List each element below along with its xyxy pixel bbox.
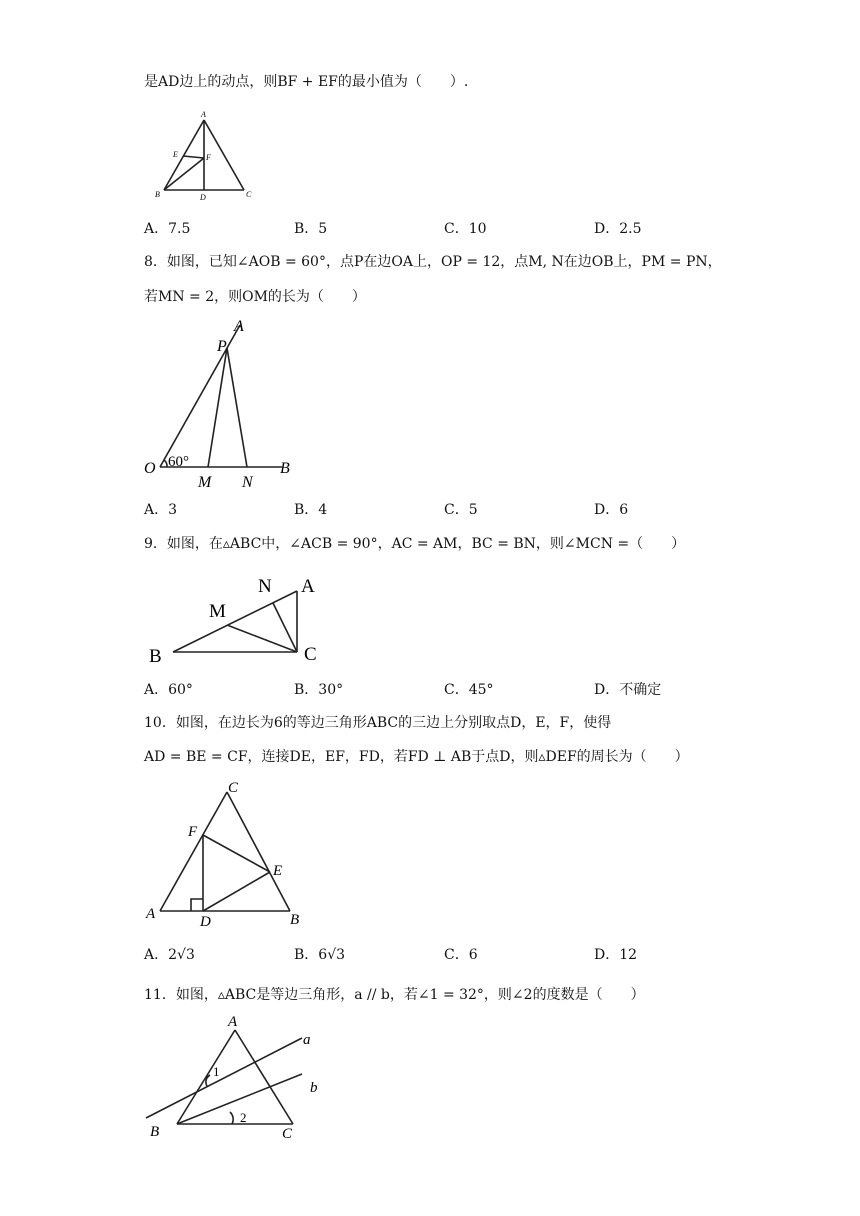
q7-option-b[interactable]: B．5	[294, 221, 328, 237]
q9-option-b[interactable]: B．30°	[294, 682, 344, 698]
q11-label-b: b	[310, 1080, 318, 1096]
q7-figure	[150, 108, 260, 203]
q9-label-M: M	[209, 601, 226, 622]
q8-label-A: A	[234, 318, 244, 335]
q8-option-c[interactable]: C．5	[444, 502, 478, 518]
q11-label-B: B	[150, 1124, 160, 1140]
q11-angle2-label: 2	[240, 1110, 247, 1125]
q8-figure	[140, 315, 310, 490]
q10-option-d[interactable]: D．12	[594, 947, 638, 963]
q9-figure	[140, 570, 330, 670]
q10-option-a[interactable]: A．2√3	[144, 947, 195, 963]
q8-label-P: P	[217, 338, 227, 355]
q11-figure	[140, 1010, 340, 1145]
q8-option-a[interactable]: A．3	[144, 502, 178, 518]
q9-label-B: B	[149, 646, 162, 667]
q11-label-a: a	[303, 1032, 311, 1048]
q7-label-C: C	[246, 190, 252, 199]
q10-label-D: D	[200, 914, 211, 930]
q9-label-N: N	[258, 576, 272, 597]
q7-label-F: F	[206, 153, 211, 162]
q10-label-E: E	[273, 863, 283, 879]
q10-figure	[140, 778, 340, 928]
q8-option-d[interactable]: D．6	[594, 502, 629, 518]
q10-label-B: B	[290, 912, 300, 928]
q10-option-b[interactable]: B．6√3	[294, 947, 346, 963]
q11-label-A: A	[228, 1014, 238, 1030]
q8-text-line1: 8．如图，已知∠AOB = 60°，点P在边OA上，OP = 12，点M, N在边OB上，PM = PN，	[144, 254, 722, 270]
q9-option-a[interactable]: A．60°	[144, 682, 193, 698]
q7-label-B: B	[155, 190, 160, 199]
q7-label-D: D	[200, 193, 206, 202]
q8-label-N: N	[242, 474, 253, 491]
q9-option-c[interactable]: C．45°	[444, 682, 494, 698]
q10-label-F: F	[188, 824, 198, 840]
q7-option-a[interactable]: A．7.5	[144, 221, 191, 237]
q10-option-c[interactable]: C．6	[444, 947, 478, 963]
q7-label-A: A	[201, 110, 206, 119]
q9-text: 9．如图，在▵ABC中，∠ACB = 90°，AC = AM，BC = BN，则∠MCN =（ ）	[144, 536, 686, 552]
q7-text: 是AD边上的动点，则BF + EF的最小值为（ ）.	[144, 74, 469, 90]
q9-label-C: C	[304, 644, 317, 665]
q10-label-C: C	[228, 780, 239, 796]
q8-text-line2: 若MN = 2，则OM的长为（ ）	[144, 289, 366, 305]
q8-angle-label: 60°	[168, 454, 189, 470]
q11-label-C: C	[282, 1126, 293, 1142]
q7-option-c[interactable]: C．10	[444, 221, 487, 237]
q11-text: 11．如图，▵ABC是等边三角形，a // b，若∠1 = 32°，则∠2的度数是（ ）	[144, 987, 645, 1003]
q10-label-A: A	[146, 906, 156, 922]
q8-option-b[interactable]: B．4	[294, 502, 328, 518]
q10-text-line2: AD = BE = CF，连接DE，EF，FD，若FD ⊥ AB于点D，则▵DEF的周长为（ ）	[144, 749, 689, 765]
q10-text-line1: 10．如图，在边长为6的等边三角形ABC的三边上分别取点D，E，F，使得	[144, 715, 612, 731]
q8-label-M: M	[198, 474, 212, 491]
q8-label-O: O	[144, 460, 156, 477]
q11-angle1-label: 1	[213, 1064, 220, 1079]
q9-option-d[interactable]: D．不确定	[594, 682, 662, 698]
q7-option-d[interactable]: D．2.5	[594, 221, 642, 237]
q8-label-B: B	[280, 460, 290, 477]
q7-label-E: E	[173, 150, 178, 159]
q9-label-A: A	[301, 576, 315, 597]
